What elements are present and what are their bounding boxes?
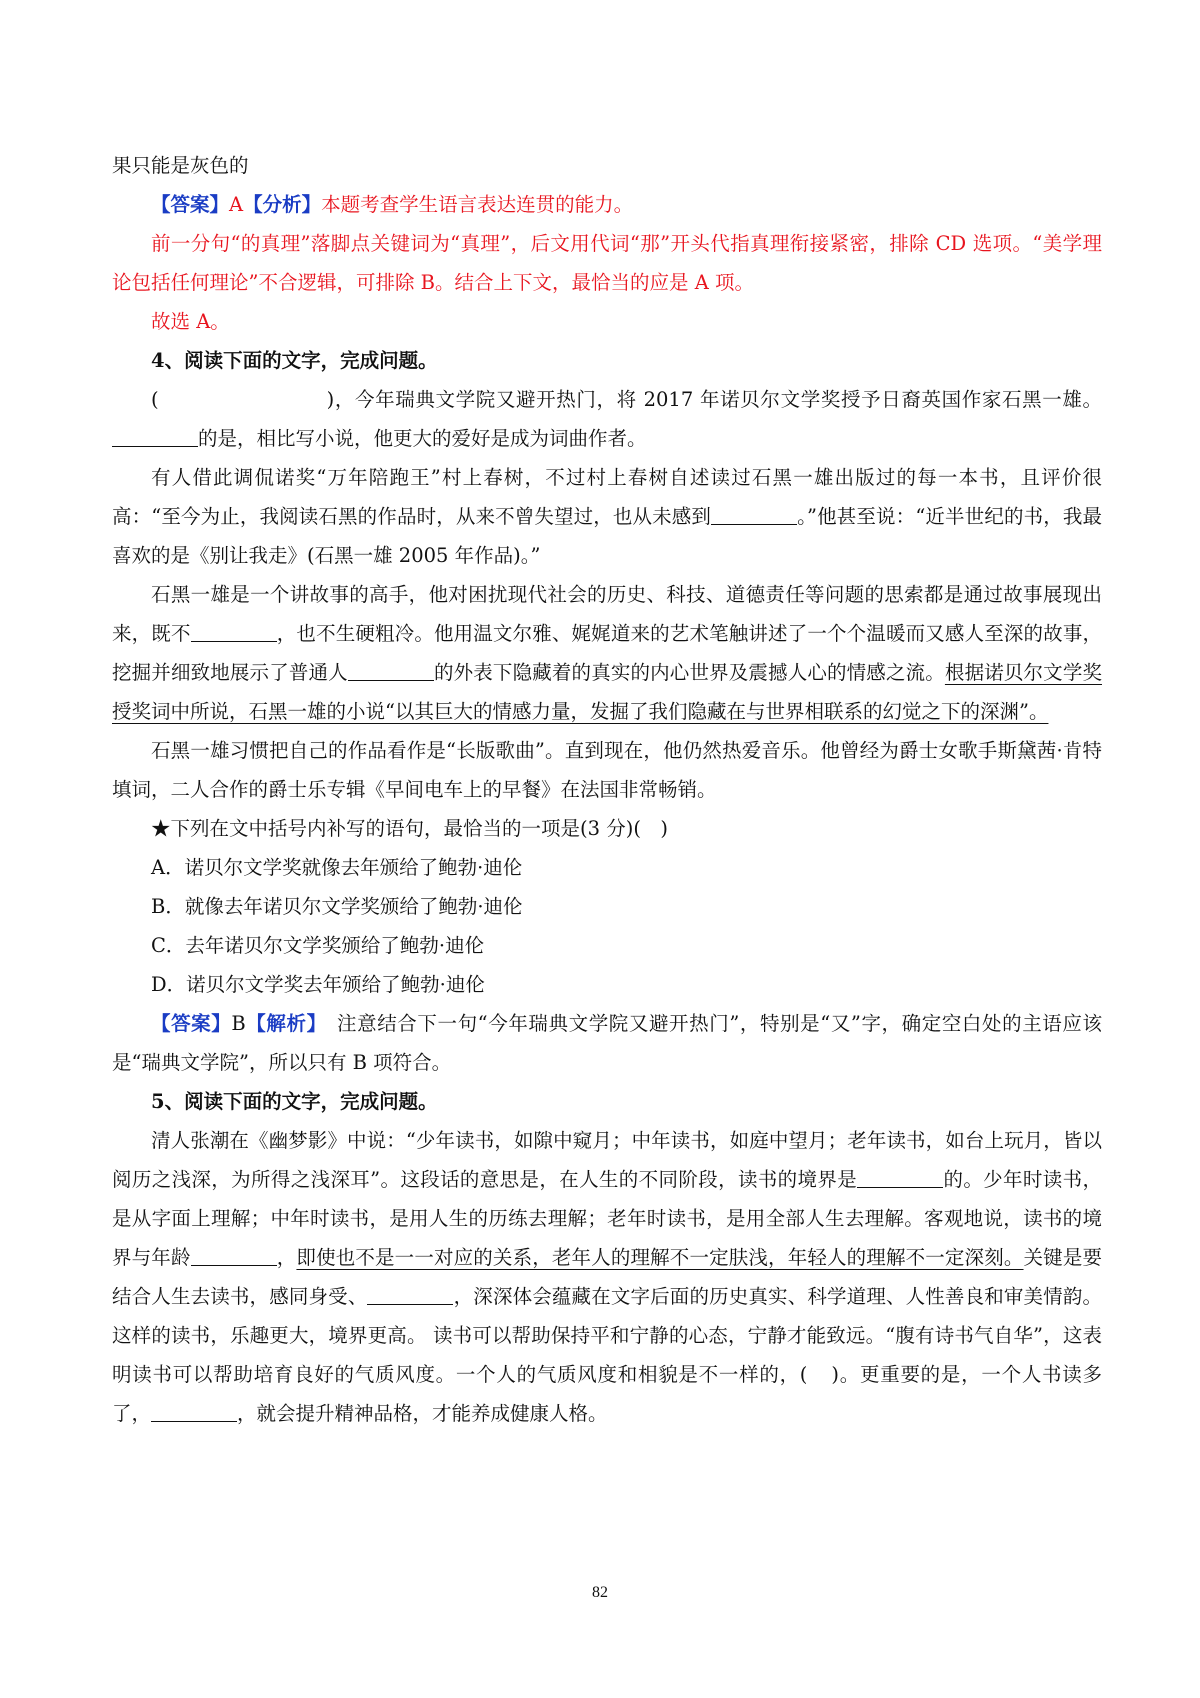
underlined-sentence: 即使也不是一一对应的关系，老年人的理解不一定肤浅，年轻人的理解不一定深刻。 xyxy=(296,1246,1024,1269)
q4-paragraph-3: 石黑一雄是一个讲故事的高手，他对困扰现代社会的历史、科技、道德责任等问题的思索都是通过故事展现出来，既不 ，也不生硬粗冷。他用温文尔雅、娓娓道来的艺术笔触讲述了一个个温暖而又感人至深的故事，挖掘并细致地展示了普通人 的外表下隐藏着的真实的内心世界及震撼人心的情感之流。根据诺贝尔文学奖授奖词中所说，石黑一雄的小说“以其巨大的情感力量，发掘了我们隐藏在与世界相联系的幻觉之下的深渊”。 xyxy=(112,583,1102,723)
prev-tail: 果只能是灰色的 xyxy=(112,154,249,177)
q4-paragraph-2: 有人借此调侃诺奖“万年陪跑王”村上春树，不过村上春树自述读过石黑一雄出版过的每一本书，且评价很高：“至今为止，我阅读石黑的作品时，从来不曾失望过，也从未感到 。”他甚至说：“近半世纪的书，我最喜欢的是《别让我走》(石黑一雄 2005 年作品)。” xyxy=(112,466,1102,567)
analysis-tag: 【分析】 xyxy=(243,193,322,216)
analysis-lead: 本题考查学生语言表达连贯的能力。 xyxy=(321,193,634,216)
option-a: A．诺贝尔文学奖就像去年颁给了鲍勃·迪伦 xyxy=(151,856,523,879)
blank-line xyxy=(112,428,198,447)
answer-tag: 【答案】 xyxy=(151,1012,232,1035)
prev-conclusion: 故选 A。 xyxy=(151,310,230,333)
analysis-tag: 【解析】 xyxy=(245,1012,317,1035)
blank-line xyxy=(711,506,797,525)
q4-question: ★下列在文中括号内补写的语句，最恰当的一项是(3 分)( ) xyxy=(151,817,669,840)
blank-line xyxy=(348,662,434,681)
q4-answer xyxy=(112,1004,1102,1082)
page-number: 82 xyxy=(592,1584,608,1601)
blank-line xyxy=(151,1403,237,1422)
q5-paragraph-1: 清人张潮在《幽梦影》中说：“少年读书，如隙中窥月；中年读书，如庭中望月；老年读书，如台上玩月，皆以阅历之浅深，为所得之浅深耳”。这段话的意思是，在人生的不同阶段，读书的境界是 的。少年时读书，是从字面上理解；中年时读书，是用人生的历练去理解；老年时读书，是用全部人生去理解。客观地说，读书的境界与年龄 ，即使也不是一一对应的关系，老年人的理解不一定肤浅，年轻人的理解不一定深刻。关键是要结合人生去读书，感同身受、 ，深深体会蕴藏在文字后面的历史真实、科学道理、人性善良和审美情韵。这样的读书，乐趣更大，境界更高。 读书可以帮助保持平和宁静的心态，宁静才能致远。“腹有诗书气自华”，这表明读书可以帮助培育良好的气质风度。一个人的气质风度和相貌是不一样的，( )。更重要的是，一个人书读多了， ，就会提升精神品格，才能养成健康人格。 xyxy=(112,1129,1103,1425)
underlined-sentence: 根据诺贝尔文学奖授奖词中所说，石黑一雄的小说“以其巨大的情感力量，发掘了我们隐藏在与世界相联系的幻觉之下的深渊”。 xyxy=(112,661,1102,723)
option-d: D．诺贝尔文学奖去年颁给了鲍勃·迪伦 xyxy=(151,973,485,996)
answer-letter: A xyxy=(229,193,244,216)
q4-heading: 4、阅读下面的文字，完成问题。 xyxy=(151,349,438,372)
q5-heading: 5、阅读下面的文字，完成问题。 xyxy=(151,1090,438,1113)
option-c: C．去年诺贝尔文学奖颁给了鲍勃·迪伦 xyxy=(151,934,485,957)
document-body xyxy=(112,146,1102,1433)
q4-paragraph-1: ( )，今年瑞典文学院又避开热门，将 2017 年诺贝尔文学奖授予日裔英国作家石黑一雄。的是，相比写小说，他更大的爱好是成为词曲作者。 xyxy=(112,380,1102,458)
prev-analysis-body: 前一分句“的真理”落脚点关键词为“真理”，后文用代词“那”开头代指真理衔接紧密，排除 CD 选项。“美学理论包括任何理论”不合逻辑，可排除 B。结合上下文，最恰当的应是 A 项。 xyxy=(112,232,1102,294)
blank-line xyxy=(857,1169,943,1188)
answer-letter: B xyxy=(231,1012,246,1035)
blank-line xyxy=(191,1247,277,1266)
option-b: B．就像去年诺贝尔文学奖颁给了鲍勃·迪伦 xyxy=(151,895,523,918)
blank-line xyxy=(191,623,277,642)
blank-line xyxy=(367,1286,453,1305)
analysis-body: 注意结合下一句“今年瑞典文学院又避开热门”，特别是“又”字，确定空白处的主语应该是“瑞典文学院”，所以只有 B 项符合。 xyxy=(112,1012,1102,1074)
q4-paragraph-4: 石黑一雄习惯把自己的作品看作是“长版歌曲”。直到现在，他仍然热爱音乐。他曾经为爵士女歌手斯黛茜·肯特填词，二人合作的爵士乐专辑《早间电车上的早餐》在法国非常畅销。 xyxy=(112,739,1102,801)
prev-answer-line xyxy=(112,185,1102,224)
answer-tag: 【答案】 xyxy=(151,193,230,216)
